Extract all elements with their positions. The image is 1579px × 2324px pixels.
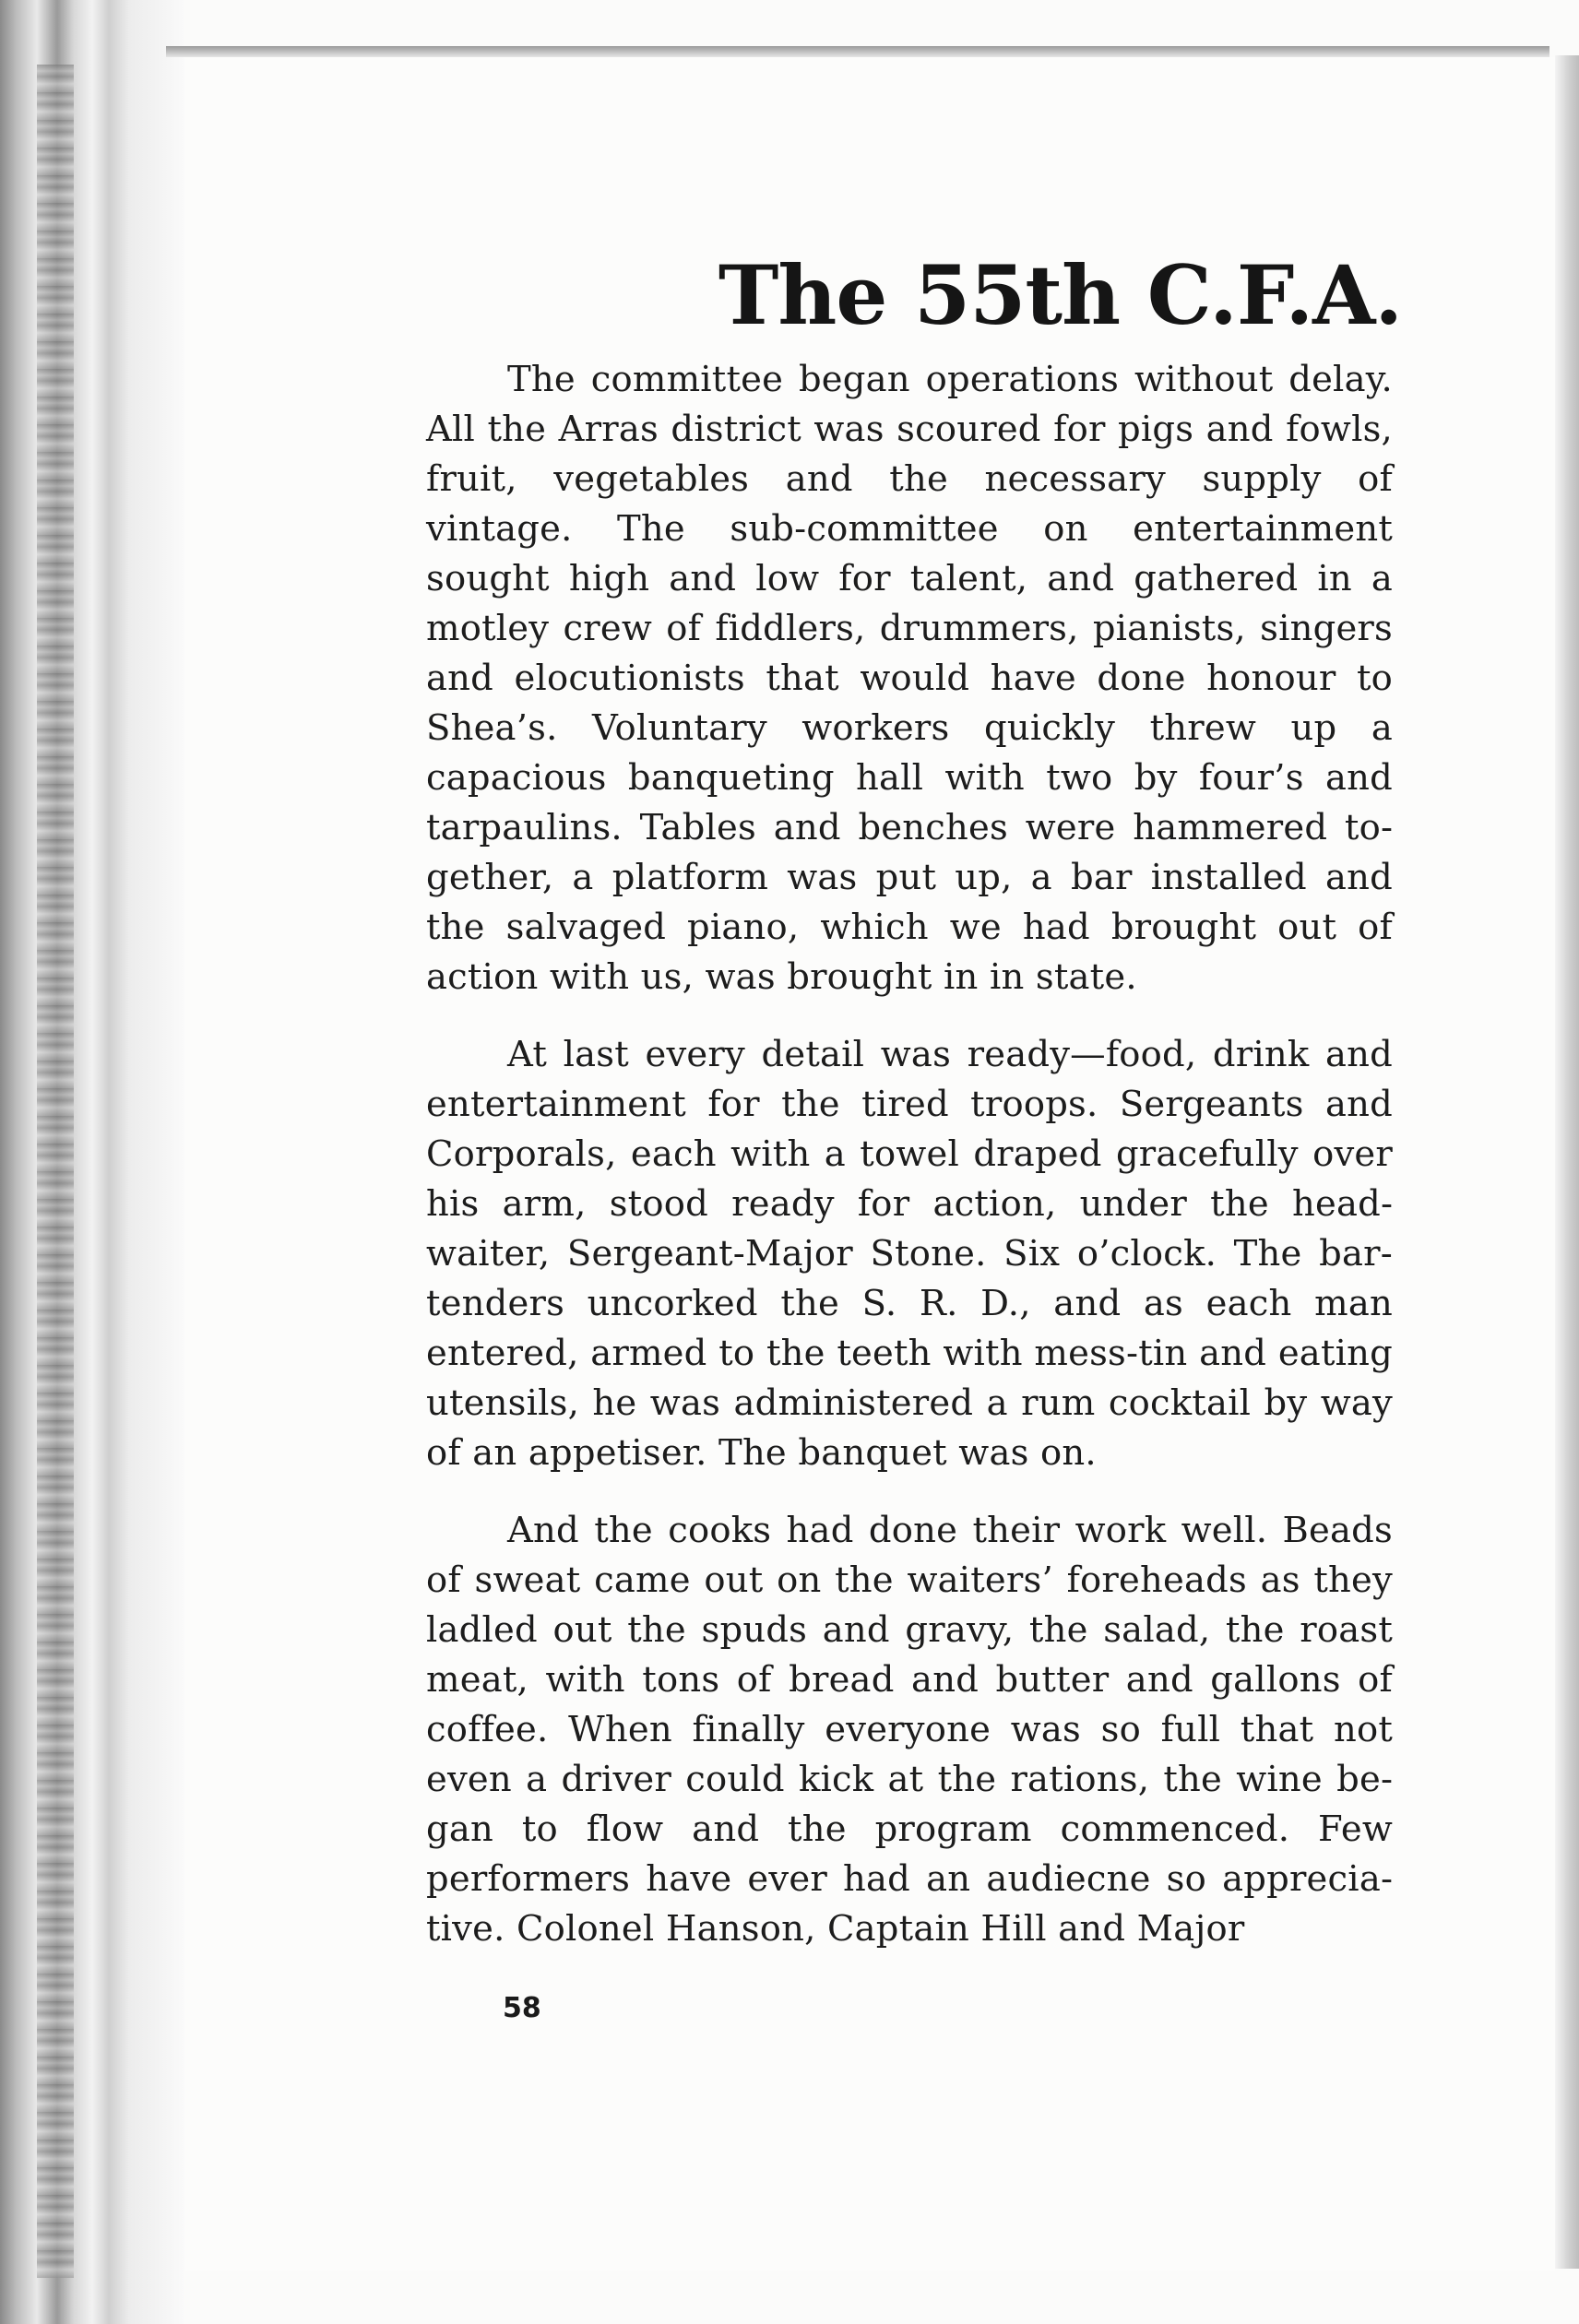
paragraph-1: The committee began operations without delay. All the Arras district was scoured for pigs and fowls, fruit, vegetables and the necessary supply of vintage. The sub-committee on entertainment sought high and low for talent, and gathered in a motley crew of fiddlers, drummers, pianists, singers and elocutionists that would have done honour to Shea’s. Voluntary workers quickly threw up a capacious banqueting hall with two by four’s and tarpaulins. Tables and benches were hammered together, a platform was put up, a bar installed and the salvaged piano, which we had brought out of action with us, was brought in in state. bbox=[426, 359, 1393, 998]
page-right-edge bbox=[1555, 55, 1579, 2269]
binding-ragged-edge bbox=[37, 65, 74, 2278]
page-number: 58 bbox=[503, 1992, 541, 2024]
book-binding-edge bbox=[0, 0, 184, 2324]
chapter-heading: The 55th C.F.A. bbox=[718, 247, 1402, 343]
page-top-edge bbox=[166, 46, 1549, 57]
body-text bbox=[426, 355, 1393, 1982]
paragraph-2: At last every detail was ready—food, drink and entertainment for the tired troops. Sergeants and Corporals, each with a towel draped gracefully over his arm, stood ready for action, under the headwaiter, Sergeant-Major Stone. Six o’clock. The bar-tenders uncorked the S. R. D., and as each man entered, armed to the teeth with mess-tin and eating utensils, he was administered a rum cocktail by way of an appetiser. The banquet was on. bbox=[426, 1034, 1393, 1474]
paragraph-3: And the cooks had done their work well. Beads of sweat came out on the waiters’ foreheads as they ladled out the spuds and gravy, the salad, the roast meat, with tons of bread and butter and gallons of coffee. When finally everyone was so full that not even a driver could kick at the rations, the wine began to flow and the program commenced. Few performers have ever had an audiecne so appreciative. Colonel Hanson, Captain Hill and Major bbox=[426, 1510, 1393, 1950]
